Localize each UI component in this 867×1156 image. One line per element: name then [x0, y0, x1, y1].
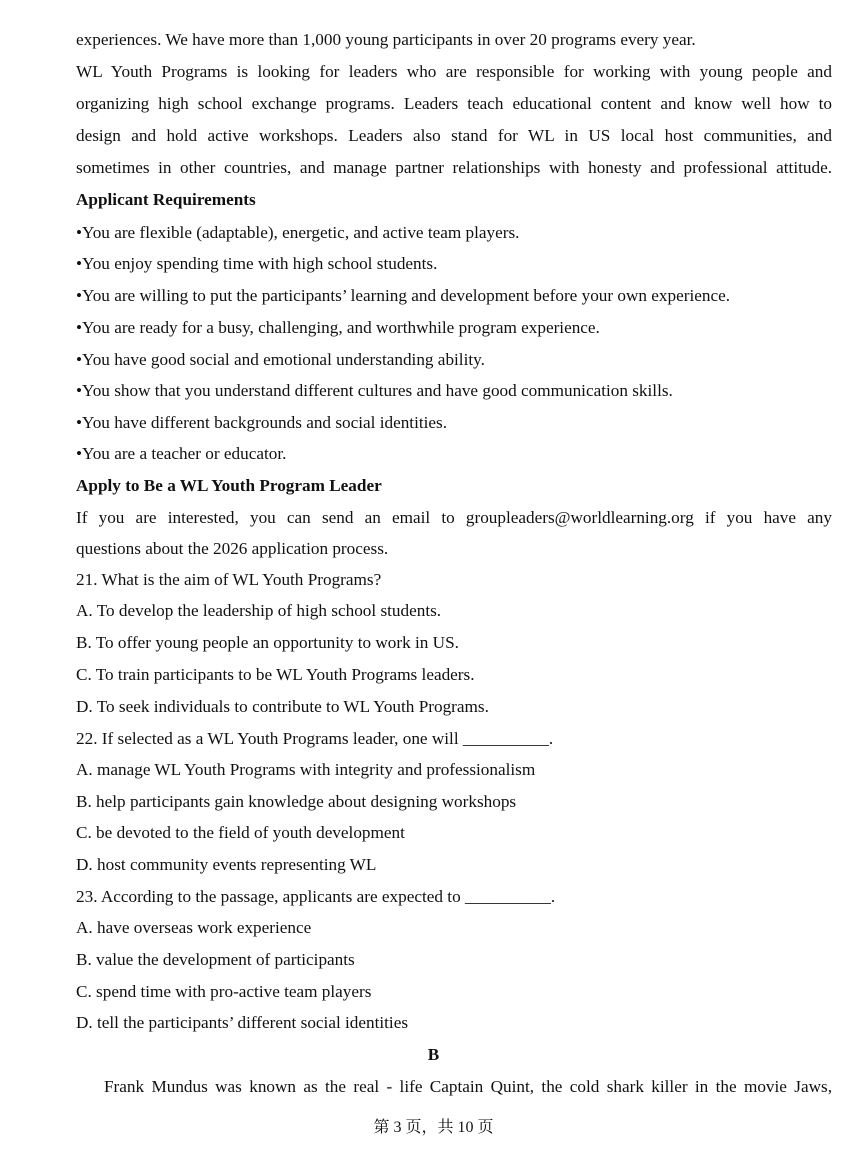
- passage-b-first-line: Frank Mundus was known as the real - life Captain Quint, the cold shark killer in the movie Jaws,: [104, 1077, 832, 1096]
- question-21: 21. What is the aim of WL Youth Programs?: [76, 570, 382, 589]
- q22-option-b: B. help participants gain knowledge about designing workshops: [76, 792, 517, 811]
- q22-option-d: D. host community events representing WL: [76, 855, 377, 874]
- q23-option-a: A. have overseas work experience: [76, 918, 312, 937]
- para2-line-1: WL Youth Programs is looking for leaders who are responsible for working with young people and: [76, 62, 832, 81]
- q22-option-c: C. be devoted to the field of youth development: [76, 823, 405, 842]
- para2-line-2: organizing high school exchange programs. Leaders teach educational content and know well how to: [76, 94, 832, 113]
- requirement-item: •You show that you understand different cultures and have good communication skills.: [76, 381, 673, 400]
- q22-option-a: A. manage WL Youth Programs with integrity and professionalism: [76, 760, 536, 779]
- apply-text-line-2: questions about the 2026 application process.: [76, 539, 389, 558]
- question-23: 23. According to the passage, applicants are expected to __________.: [76, 887, 556, 906]
- requirement-item: •You are ready for a busy, challenging, and worthwhile program experience.: [76, 318, 600, 337]
- page-footer: 第 3 页，共 10 页: [373, 1119, 494, 1136]
- q21-option-b: B. To offer young people an opportunity to work in US.: [76, 633, 459, 652]
- q23-option-c: C. spend time with pro-active team players: [76, 982, 372, 1001]
- apply-heading: Apply to Be a WL Youth Program Leader: [76, 476, 382, 495]
- requirement-item: •You are a teacher or educator.: [76, 444, 287, 463]
- requirement-item: •You are flexible (adaptable), energetic, and active team players.: [76, 223, 520, 242]
- requirement-item: •You have different backgrounds and social identities.: [76, 413, 448, 432]
- q21-option-d: D. To seek individuals to contribute to WL Youth Programs.: [76, 697, 489, 716]
- para2-line-3: design and hold active workshops. Leaders also stand for WL in US local host communities, and: [76, 126, 832, 145]
- q23-option-b: B. value the development of participants: [76, 950, 355, 969]
- para2-line-4: sometimes in other countries, and manage partner relationships with honesty and professional attitude.: [76, 158, 832, 177]
- requirement-item: •You enjoy spending time with high school students.: [76, 254, 438, 273]
- requirement-item: •You are willing to put the participants’ learning and development before your own experience.: [76, 286, 731, 305]
- question-22: 22. If selected as a WL Youth Programs leader, one will __________.: [76, 729, 554, 748]
- requirements-heading: Applicant Requirements: [76, 190, 256, 209]
- intro-tail-line: experiences. We have more than 1,000 young participants in over 20 programs every year.: [76, 30, 696, 49]
- q21-option-a: A. To develop the leadership of high school students.: [76, 601, 442, 620]
- section-b-heading: B: [427, 1045, 440, 1064]
- q21-option-c: C. To train participants to be WL Youth Programs leaders.: [76, 665, 475, 684]
- q23-option-d: D. tell the participants’ different social identities: [76, 1013, 409, 1032]
- apply-text-line-1: If you are interested, you can send an email to groupleaders@worldlearning.org if you have any: [76, 508, 832, 527]
- requirement-item: •You have good social and emotional understanding ability.: [76, 350, 485, 369]
